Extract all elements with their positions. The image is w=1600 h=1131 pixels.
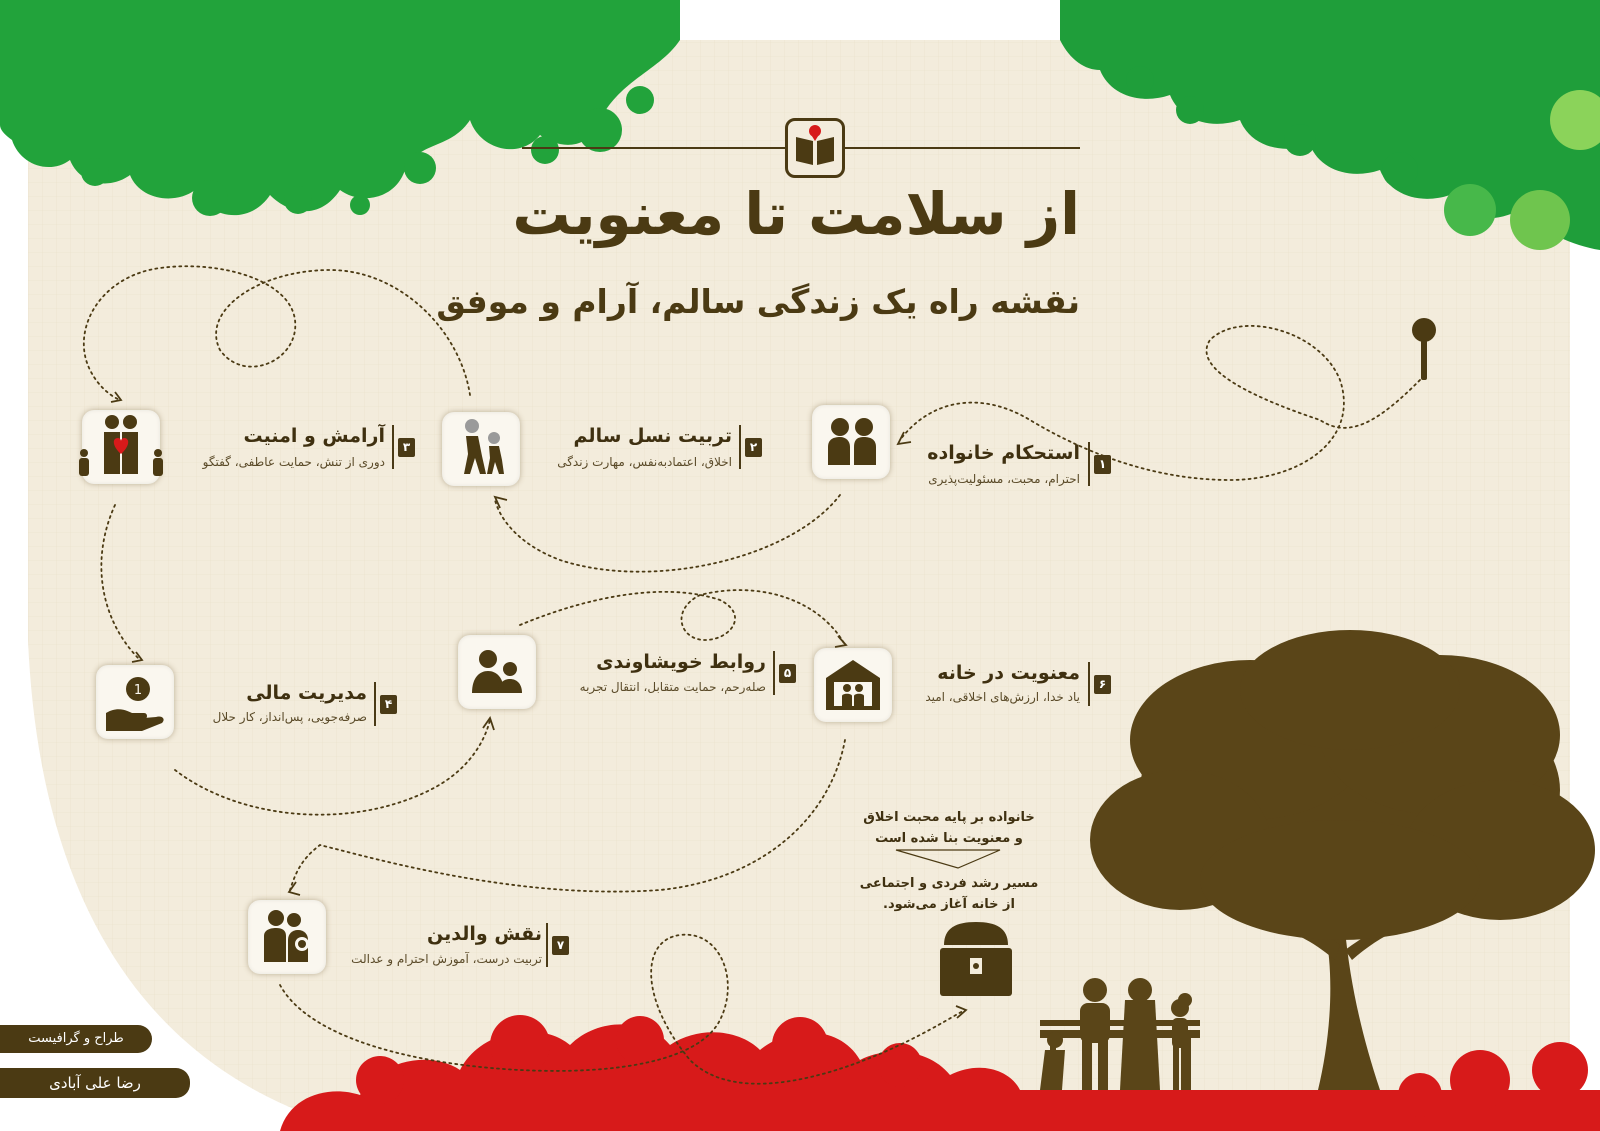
note-line-4: از خانه آغاز می‌شود.: [883, 897, 1015, 912]
note-line-1: خانواده بر پایه محبت اخلاق: [863, 810, 1035, 825]
step-number: ۷: [552, 936, 569, 955]
svg-text:1: 1: [133, 683, 143, 698]
step-title: مدیریت مالی: [246, 682, 367, 704]
step-desc: اخلاق، اعتماد‌به‌نفس، مهارت زندگی: [557, 455, 732, 469]
map-book-icon: [785, 118, 845, 178]
step-title: آرامش و امنیت: [243, 425, 385, 447]
step-title: روابط خویشاوندی: [596, 651, 766, 673]
parents-baby-icon: [248, 900, 326, 974]
step-desc: تربیت درست، آموزش احترام و عدالت: [351, 952, 542, 966]
note-line-2: و معنویت بنا شده است: [875, 831, 1023, 846]
step-desc: احترام، محبت، مسئولیت‌پذیری: [928, 472, 1080, 486]
step-title: تربیت نسل سالم: [573, 425, 732, 447]
step-number: ۱: [1094, 455, 1111, 474]
page-title: از سلامت تا معنویت: [512, 180, 1080, 248]
step-desc: صله‌رحم، حمایت متقابل، انتقال تجربه: [579, 680, 766, 694]
step-number: ۲: [745, 438, 762, 457]
note-top: [854, 807, 1044, 849]
step-desc: دوری از تنش، حمایت عاطفی، گفتگو: [202, 455, 385, 469]
note-bottom: [854, 873, 1044, 915]
parent-child-hug-icon: [812, 405, 890, 479]
step-desc: صرفه‌جویی، پس‌انداز، کار حلال: [212, 710, 367, 724]
relatives-icon: [458, 635, 536, 709]
step-number: ۴: [380, 695, 397, 714]
step-desc: یاد خدا، ارزش‌های اخلاقی، امید: [925, 690, 1080, 704]
credit-role: طراح و گرافیست: [0, 1025, 152, 1053]
home-family-icon: [814, 648, 892, 722]
step-number: ۳: [398, 438, 415, 457]
step-title: معنویت در خانه: [937, 662, 1080, 684]
walking-family-icon: [442, 412, 520, 486]
step-number: ۶: [1094, 675, 1111, 694]
treasure-chest-icon: [940, 922, 1012, 996]
step-number: ۵: [779, 664, 796, 683]
hand-coin-icon: [96, 665, 174, 739]
note-line-3: مسیر رشد فردی و اجتماعی: [859, 876, 1039, 891]
page-subtitle: نقشه راه یک زندگی سالم، آرام و موفق: [436, 282, 1080, 321]
step-title: استحکام خانواده: [927, 442, 1080, 464]
step-title: نقش والدین: [427, 923, 542, 945]
credit-name: رضا علی آبادی: [0, 1068, 190, 1098]
family-heart-icon: [82, 410, 160, 484]
